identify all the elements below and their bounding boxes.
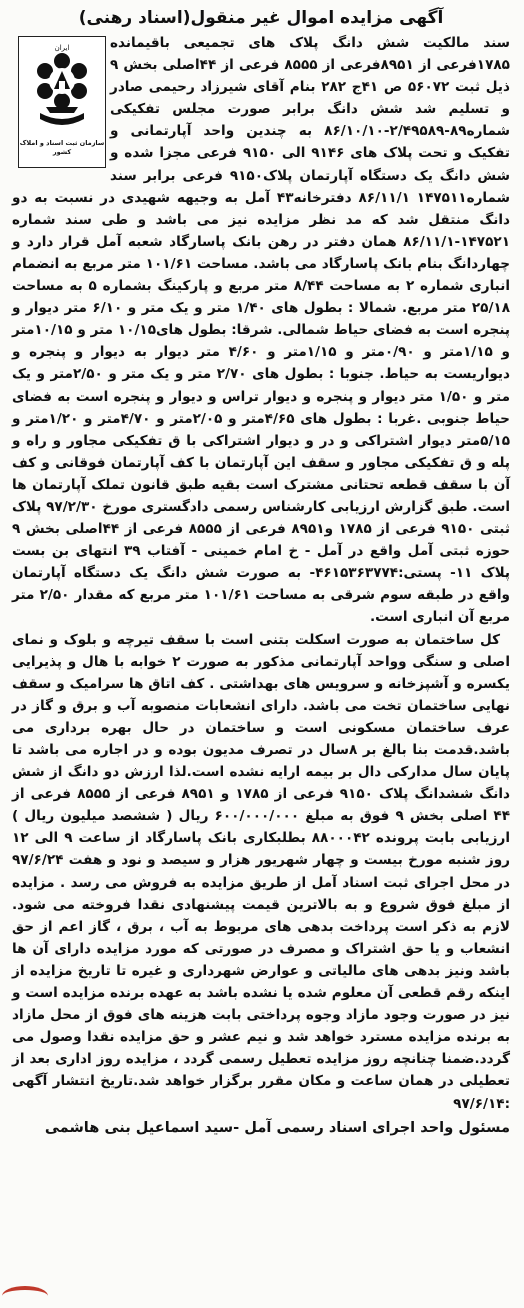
logo-caption: سازمان ثبت اسناد و املاک کشور bbox=[19, 139, 105, 156]
notice-signature: مسئول واحد اجرای اسناد رسمی آمل -سید اسماعیل بنی هاشمی bbox=[44, 1118, 510, 1136]
logo-top-label: ایران bbox=[54, 44, 70, 52]
notice-title: آگهی مزایده اموال غیر منقول(اسناد رهنی) bbox=[78, 8, 444, 28]
registry-logo bbox=[18, 36, 106, 168]
notice-paragraph-1: سند مالکیت شش دانگ پلاک های تجمیعی باقیمانده ۱۷۸۵فرعی از ۸۹۵۱فرعی از ۸۵۵۵ فرعی از ۴۴اصلی بخش ۹ ذیل ثبت ۵۶۰۷۲ ص ۴۱ج ۲۸۲ بنام آقای شیرزاد رحیمی صادر و تسلیم شد شش دانگ برابر صورت مجلس تفکیکی شماره۸۹-۲/۴۹۵۸۹-۸۶/۱۰/۱۰ به چندین واحد آپارتمانی و تفکیک و تحت پلاک های ۹۱۴۶ الی ۹۱۵۰ فرعی مجزا شده و شش دانگ یک دستگاه آپارتمان پلاک۹۱۵۰ فرعی برابر سند شماره۱۴۷۵۱۱ ۸۶/۱۱/۱ دفترخانه۴۳ آمل به وجیهه شهیدی در نسبت به دو دانگ منتقل شد که مد نظر مزایده نیز می باشد و طی سند شماره ۱۴۷۵۲۱-۸۶/۱۱/۱ همان دفتر در رهن بانک پاسارگاد شعبه آمل قرار دارد و چهاردانگ بنام بانک پاسارگاد می باشد. مساحت ۱۰۱/۶۱ متر مربع به انضمام انباری شماره ۲ به مساحت ۸/۴۴ متر مربع و پارکینگ بشماره ۵ به مساحت ۲۵/۱۸ متر مربع. شمالا : بطول های ۱/۴۰ متر و یک متر و ۶/۱۰ متر دیوار و پنجره است به فضای حیاط شمالی. شرقا: بطول های۱۰/۱۵ متر و ۱۰/۱۵متر و ۱/۱۵متر و ۰/۹۰متر و ۱/۱۵متر و ۴/۶۰ متر دیوار به دیوار و پنجره و دیواریست به حیاط. جنوبا : بطول های ۲/۷۰ متر و یک متر و ۲/۵۰متر و یک متر و ۱/۵۰ متر دیوار و پنجره و دیوار تراس و دیوار و پنجره است به فضای حیاط جنوبی .غربا : بطول های ۴/۶۵متر و ۲/۰۵متر و ۴/۷۰متر و ۱/۲۰متر و ۵/۱۵متر دیوار اشتراکی و در و دیوار اشتراکی با ق تفکیکی مجاور و راه و پله و ق تفکیکی مجاور و سقف این آپارتمان با کف آپارتمان فوقانی و کف آن با سقف قطعه تحتانی مشترک است بقیه طبق قانون تملک آپارتمان ها است. طبق گزارش ارزیابی کارشناس رسمی دادگستری مورخ ۹۷/۲/۳۰ پلاک ثبتی ۹۱۵۰ فرعی از ۱۷۸۵ و۸۹۵۱ فرعی از ۸۵۵۵ فرعی از ۴۴اصلی بخش ۹ حوزه ثبتی آمل واقع در آمل - خ امام خمینی - آفتاب ۳۹ انتهای بن بست پلاک ۱۱- پستی:۴۶۱۵۳۶۳۷۷۴- به صورت شش دانگ یک دستگاه آپارتمان واقع در طبقه سوم شرقی به مساحت ۱۰۱/۶۱ متر مربع که مقدار ۲/۵۰ متر مربع آن انباری است. bbox=[12, 35, 511, 626]
registry-emblem-icon bbox=[26, 41, 98, 137]
notice-paragraph-2: کل ساختمان به صورت اسکلت بتنی است با سقف تیرچه و بلوک و نمای اصلی و سنگی وواحد آپارتمانی مذکور به صورت ۲ خوابه با هال و پذیرایی یکسره و آشپزخانه و سرویس های بهداشتی . کف اتاق ها سرامیک و سقف نهایی ساختمان تخت می باشد. دارای انشعابات منصوبه آب و برق و گاز در عرف ساختمان مسکونی است و ساختمان در حال بهره برداری می باشد.قدمت بنا بالغ بر ۸سال در تصرف مدیون بوده و در اجاره می باشد تا پایان سال مدارکی دال بر بیمه ارایه نشده است.لذا ارزش دو دانگ از شش دانگ ششدانگ پلاک ۹۱۵۰ فرعی از ۱۷۸۵ و ۸۹۵۱ فرعی از ۸۵۵۵ فرعی از ۴۴ اصلی بخش ۹ فوق به مبلغ ۶۰۰/۰۰۰/۰۰۰ ریال ( ششصد میلیون ریال ) ارزیابی بابت پرونده ۸۸۰۰۰۴۲ بطلبکاری بانک پاسارگاد از ساعت ۹ الی ۱۲ روز شنبه مورخ بیست و چهار شهریور هزار و سیصد و نود و هفت ۹۷/۶/۲۴ در محل اجرای ثبت اسناد آمل از طریق مزایده به فروش می رسد . مزایده از مبلغ فوق شروع و به بالاترین قیمت پیشنهادی نقدا فروخته می شود. لازم به ذکر است پرداخت بدهی های مربوط به آب ، برق ، گاز اعم از حق انشعاب و یا حق اشتراک و مصرف در صورتی که مورد مزایده دارای آن ها باشد ونیز بدهی های مالیاتی و عوارض شهرداری و غیره تا تاریخ مزایده از اینکه رقم قطعی آن معلوم شده یا نشده باشد به عهده برنده مزایده است و نیز در صورت وجود مازاد وجوه پرداختی بابت هزینه های فوق از محل مازاد به برنده مزایده مسترد خواهد شد و نیم عشر و حق مزایده نقدا وصول می گردد.ضمنا چنانچه روز مزایده تعطیل رسمی گردد ، مزایده روز اداری بعد از تعطیلی در همان ساعت و مکان مقرر برگزار خواهد شد.تاریخ انتشار آگهی :۹۷/۶/۱۴ bbox=[12, 631, 510, 1112]
corner-mark bbox=[2, 1286, 48, 1306]
